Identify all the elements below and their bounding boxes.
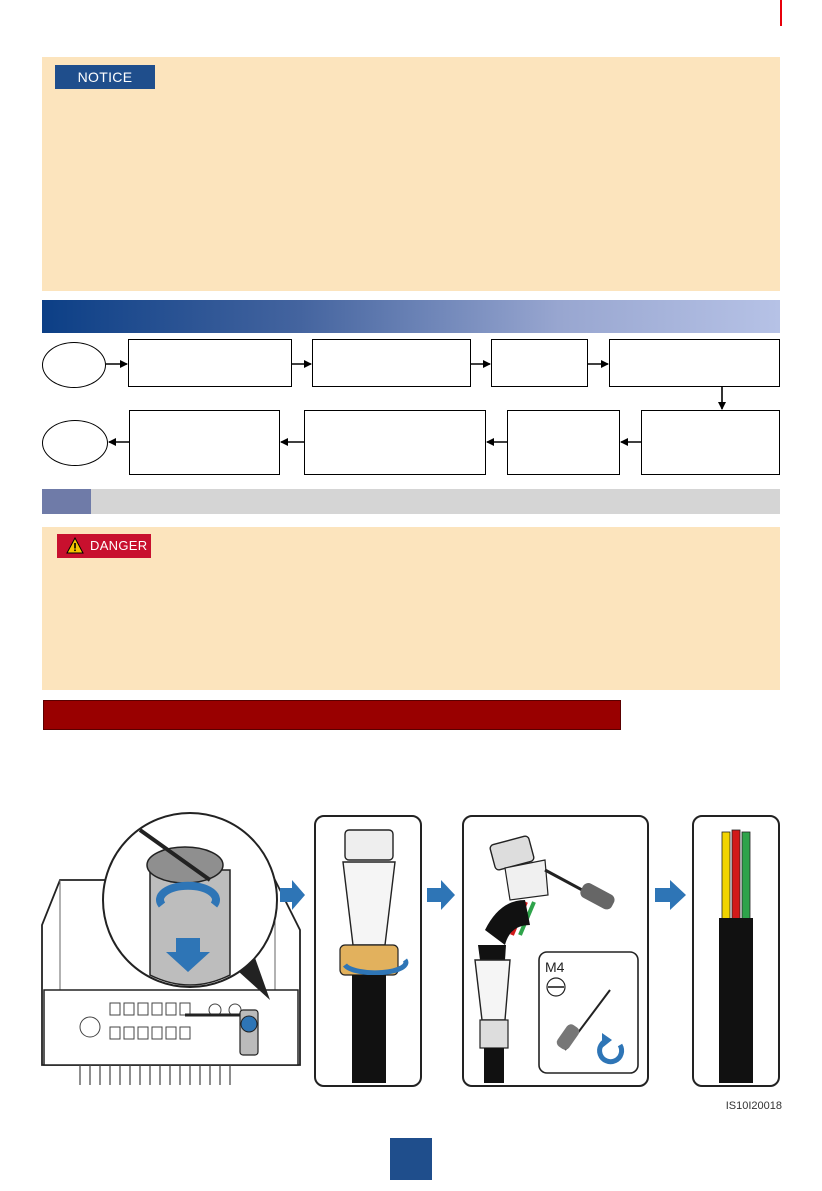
page-number-badge: [390, 1138, 432, 1180]
process-arrows: [280, 880, 686, 910]
inverter-illustration: [42, 813, 300, 1085]
notice-label: NOTICE: [55, 65, 155, 89]
cable-illustration: [719, 830, 753, 1083]
tool-size-label: M4: [545, 959, 565, 975]
figure-code: IS10I20018: [725, 1100, 782, 1112]
danger-label-text: DANGER: [90, 538, 148, 553]
connector-housing-illustration: [340, 830, 406, 1083]
